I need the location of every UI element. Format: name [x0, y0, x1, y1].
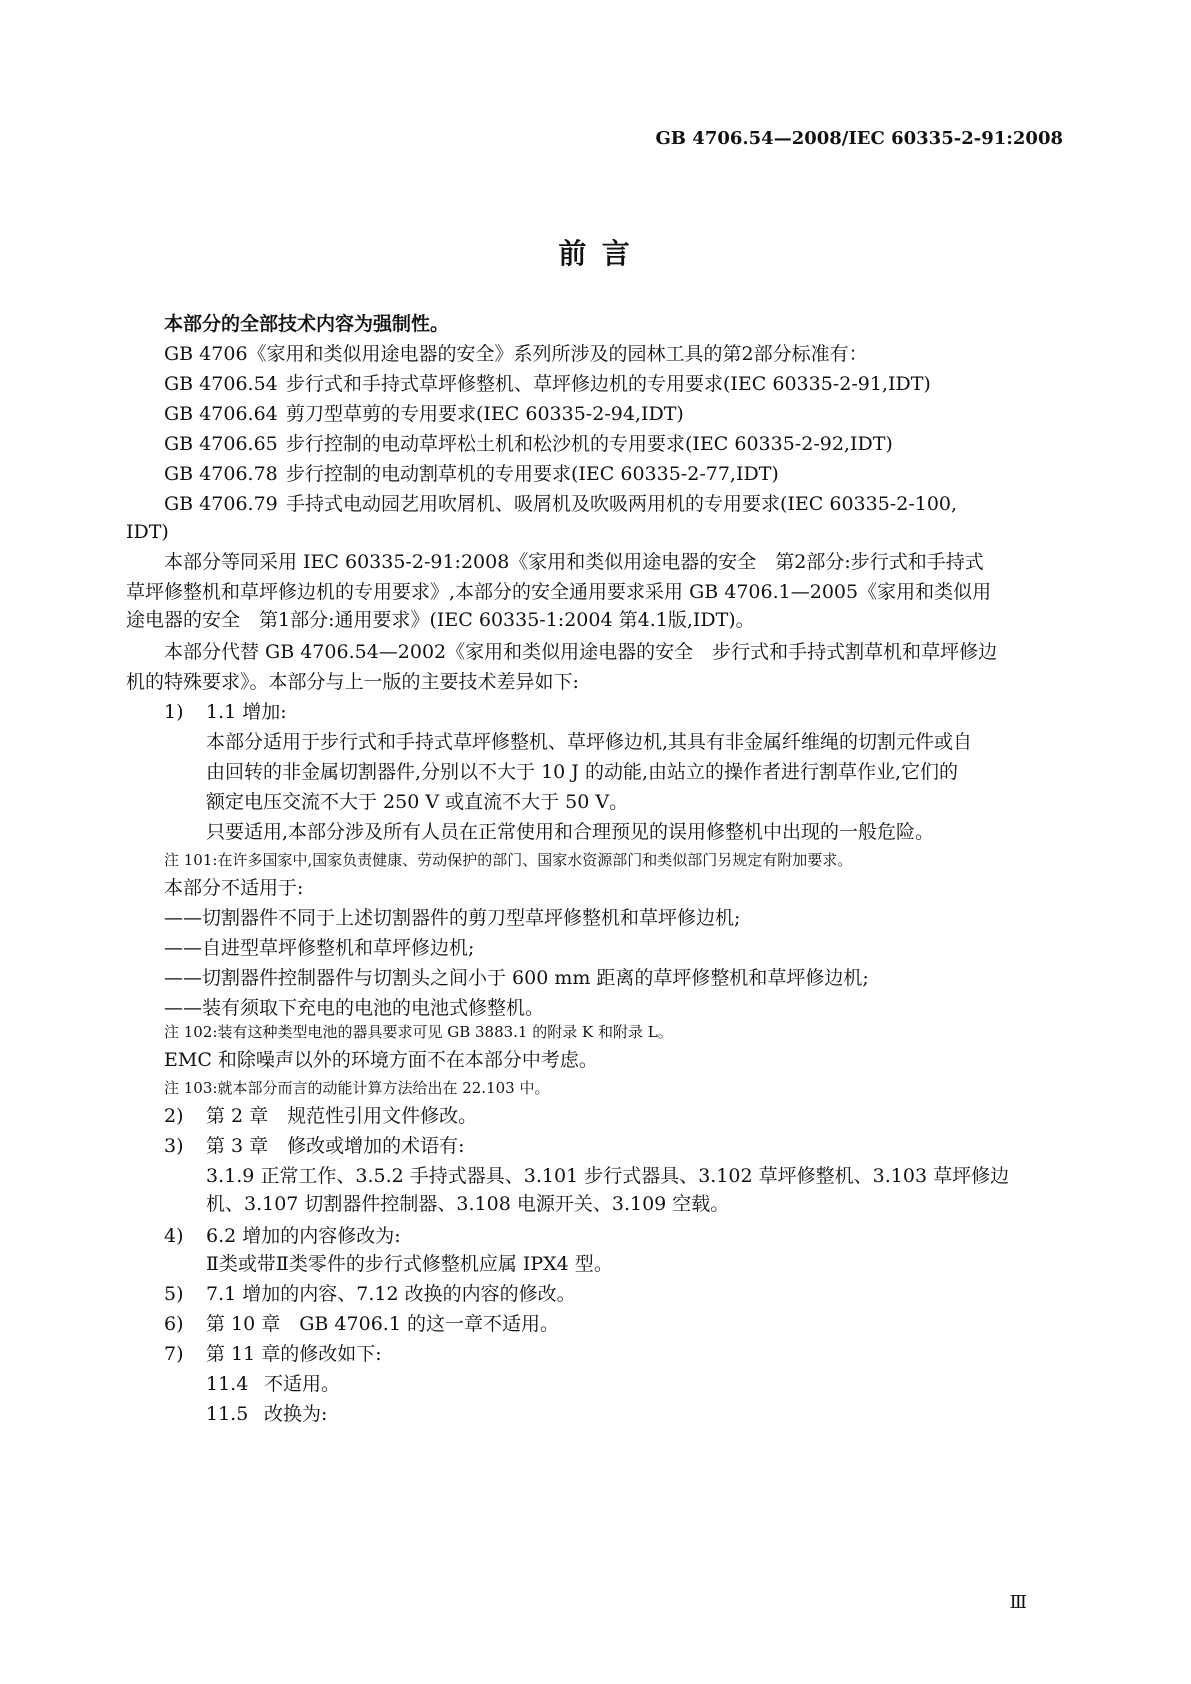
standard-title: 剪刀型草剪的专用要求(IEC 60335-2-94,IDT)	[286, 403, 684, 425]
list-text: 第 2 章 规范性引用文件修改。	[206, 1105, 478, 1127]
list-number: 2)	[164, 1105, 184, 1127]
standard-number: GB 4706.78	[164, 463, 278, 485]
list-text: 第 3 章 修改或增加的术语有:	[206, 1135, 465, 1157]
adopt-paragraph-line: 草坪修整机和草坪修边机的专用要求》,本部分的安全通用要求采用 GB 4706.1—2005《家用和类似用	[126, 581, 992, 603]
item1-body-line: 由回转的非金属切割器件,分别以不大于 10 J 的动能,由站立的操作者进行割草作业,它们的	[206, 761, 959, 783]
page-number: Ⅲ	[1009, 1592, 1027, 1613]
standard-number: GB 4706.54	[164, 373, 278, 395]
sub-item-text: 不适用。	[264, 1373, 341, 1395]
not-apply-heading: 本部分不适用于:	[164, 877, 304, 899]
standard-line	[164, 402, 684, 426]
dash-item: ——切割器件不同于上述切割器件的剪刀型草坪修整机和草坪修边机;	[164, 907, 741, 929]
series-intro: GB 4706《家用和类似用途电器的安全》系列所涉及的园林工具的第2部分标准有：	[164, 343, 868, 365]
list-text: 6.2 增加的内容修改为:	[206, 1225, 401, 1247]
list-text: 7.1 增加的内容、7.12 改换的内容的修改。	[206, 1283, 576, 1305]
standard-line-continuation: IDT)	[126, 521, 169, 543]
list-item-5	[164, 1282, 576, 1306]
list-item-7	[164, 1342, 382, 1366]
dash-item: ——切割器件控制器件与切割头之间小于 600 mm 距离的草坪修整机和草坪修边机;	[164, 967, 869, 989]
list-item-1	[164, 700, 287, 724]
document-header: GB 4706.54—2008/IEC 60335-2-91:2008	[655, 128, 1063, 149]
list-number: 3)	[164, 1135, 184, 1157]
standard-line	[164, 372, 931, 396]
sub-item-text: 改换为:	[264, 1403, 328, 1425]
standard-title: 步行控制的电动割草机的专用要求(IEC 60335-2-77,IDT)	[286, 463, 779, 485]
sub-item	[206, 1372, 340, 1396]
note-102: 注 102:装有这种类型电池的器具要求可见 GB 3883.1 的附录 K 和附录 L。	[164, 1023, 673, 1041]
list-item-4	[164, 1224, 401, 1248]
item3-body-line: 3.1.9 正常工作、3.5.2 手持式器具、3.101 步行式器具、3.102 草坪修整机、3.103 草坪修边	[206, 1165, 1010, 1187]
standard-line	[164, 492, 957, 516]
note-103: 注 103:就本部分而言的动能计算方法给出在 22.103 中。	[164, 1079, 550, 1097]
list-number: 7)	[164, 1343, 184, 1365]
list-number: 4)	[164, 1225, 184, 1247]
sub-item	[206, 1402, 327, 1426]
list-number: 6)	[164, 1313, 184, 1335]
list-text: 第 10 章 GB 4706.1 的这一章不适用。	[206, 1313, 559, 1335]
list-item-2	[164, 1104, 477, 1128]
sub-item-number: 11.5	[206, 1403, 249, 1425]
adopt-paragraph-line: 本部分等同采用 IEC 60335-2-91:2008《家用和类似用途电器的安全 第2部分:步行式和手持式	[164, 551, 984, 573]
standard-title: 步行控制的电动草坪松土机和松沙机的专用要求(IEC 60335-2-92,IDT)	[286, 433, 893, 455]
list-text: 第 11 章的修改如下:	[206, 1343, 382, 1365]
emc-statement: EMC 和除噪声以外的环境方面不在本部分中考虑。	[164, 1049, 598, 1071]
item3-body-line: 机、3.107 切割器件控制器、3.108 电源开关、3.109 空载。	[206, 1193, 730, 1215]
standard-line	[164, 462, 779, 486]
item1-body-line: 只要适用,本部分涉及所有人员在正常使用和合理预见的误用修整机中出现的一般危险。	[206, 821, 935, 843]
sub-item-number: 11.4	[206, 1373, 249, 1395]
adopt-paragraph-line: 途电器的安全 第1部分:通用要求》(IEC 60335-1:2004 第4.1版,IDT)。	[126, 609, 755, 631]
item1-body-line: 本部分适用于步行式和手持式草坪修整机、草坪修边机,其具有非金属纤维绳的切割元件或自	[206, 731, 973, 753]
list-item-6	[164, 1312, 559, 1336]
standard-title: 步行式和手持式草坪修整机、草坪修边机的专用要求(IEC 60335-2-91,IDT)	[286, 373, 931, 395]
mandatory-statement: 本部分的全部技术内容为强制性。	[164, 313, 450, 335]
list-number: 1)	[164, 701, 184, 723]
item1-body-line: 额定电压交流不大于 250 V 或直流不大于 50 V。	[206, 791, 629, 813]
dash-item: ——自进型草坪修整机和草坪修边机;	[164, 937, 475, 959]
standard-number: GB 4706.64	[164, 403, 278, 425]
standard-number: GB 4706.79	[164, 493, 278, 515]
list-item-3	[164, 1134, 465, 1158]
list-text: 1.1 增加:	[206, 701, 287, 723]
replace-paragraph-line: 机的特殊要求》。本部分与上一版的主要技术差异如下:	[126, 671, 579, 693]
replace-paragraph-line: 本部分代替 GB 4706.54—2002《家用和类似用途电器的安全 步行式和手持式割草机和草坪修边	[164, 641, 998, 663]
item4-body: Ⅱ类或带Ⅱ类零件的步行式修整机应属 IPX4 型。	[206, 1253, 613, 1275]
standard-number: GB 4706.65	[164, 433, 278, 455]
standard-title: 手持式电动园艺用吹屑机、吸屑机及吹吸两用机的专用要求(IEC 60335-2-100,	[286, 493, 958, 515]
list-number: 5)	[164, 1283, 184, 1305]
page-title: 前 言	[558, 237, 633, 270]
note-101: 注 101:在许多国家中,国家负责健康、劳动保护的部门、国家水资源部门和类似部门另规定有附加要求。	[164, 851, 853, 869]
standard-line	[164, 432, 893, 456]
dash-item: ——装有须取下充电的电池的电池式修整机。	[164, 997, 545, 1019]
